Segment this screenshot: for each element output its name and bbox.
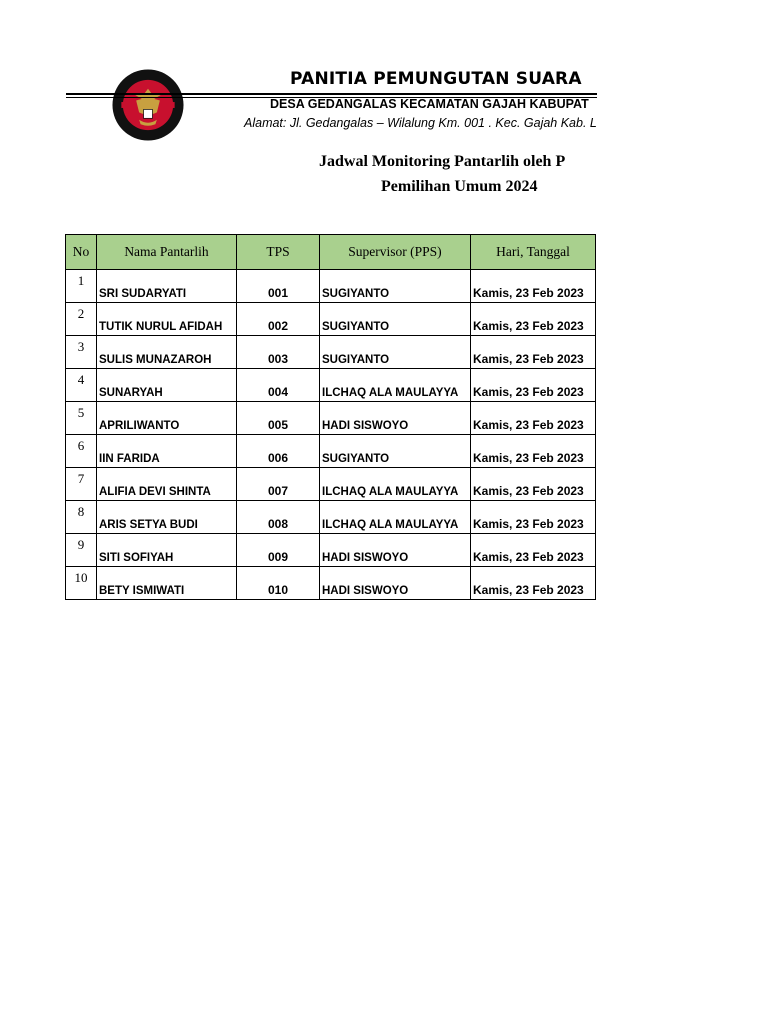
column-header-name: Nama Pantarlih <box>97 235 237 270</box>
cell-name: ALIFIA DEVI SHINTA <box>97 468 237 501</box>
document-subtitle: Pemilihan Umum 2024 <box>381 178 538 195</box>
cell-supervisor: HADI SISWOYO <box>320 567 471 600</box>
cell-name: BETY ISMIWATI <box>97 567 237 600</box>
cell-no: 5 <box>66 402 97 435</box>
kpu-logo <box>111 68 185 142</box>
cell-no: 1 <box>66 270 97 303</box>
cell-name: APRILIWANTO <box>97 402 237 435</box>
cell-tps: 007 <box>237 468 320 501</box>
table-row <box>66 567 596 600</box>
cell-no: 3 <box>66 336 97 369</box>
header-rule <box>66 93 597 95</box>
cell-no: 6 <box>66 435 97 468</box>
cell-name: SUNARYAH <box>97 369 237 402</box>
cell-no: 10 <box>66 567 97 600</box>
column-header-supervisor: Supervisor (PPS) <box>320 235 471 270</box>
org-address: Alamat: Jl. Gedangalas – Wilalung Km. 001 . Kec. Gajah Kab. L <box>244 116 597 130</box>
cell-no: 9 <box>66 534 97 567</box>
cell-tps: 009 <box>237 534 320 567</box>
schedule-table <box>65 234 596 600</box>
cell-date: Kamis, 23 Feb 2023 <box>471 435 596 468</box>
cell-tps: 005 <box>237 402 320 435</box>
table-row <box>66 468 596 501</box>
table-row <box>66 369 596 402</box>
cell-date: Kamis, 23 Feb 2023 <box>471 336 596 369</box>
table-row <box>66 402 596 435</box>
cell-supervisor: ILCHAQ ALA MAULAYYA <box>320 501 471 534</box>
cell-date: Kamis, 23 Feb 2023 <box>471 270 596 303</box>
cell-supervisor: HADI SISWOYO <box>320 534 471 567</box>
cell-name: SITI SOFIYAH <box>97 534 237 567</box>
column-header-tps: TPS <box>237 235 320 270</box>
cell-tps: 006 <box>237 435 320 468</box>
cell-date: Kamis, 23 Feb 2023 <box>471 468 596 501</box>
cell-date: Kamis, 23 Feb 2023 <box>471 402 596 435</box>
org-title: PANITIA PEMUNGUTAN SUARA <box>290 69 582 89</box>
cell-tps: 004 <box>237 369 320 402</box>
cell-supervisor: SUGIYANTO <box>320 303 471 336</box>
table-row <box>66 534 596 567</box>
cell-no: 7 <box>66 468 97 501</box>
org-subtitle: DESA GEDANGALAS KECAMATAN GAJAH KABUPAT <box>270 97 589 111</box>
column-header-no: No <box>66 235 97 270</box>
table-row <box>66 336 596 369</box>
table-row <box>66 501 596 534</box>
cell-name: SULIS MUNAZAROH <box>97 336 237 369</box>
table-header-row <box>66 235 596 270</box>
cell-tps: 001 <box>237 270 320 303</box>
cell-date: Kamis, 23 Feb 2023 <box>471 567 596 600</box>
cell-tps: 003 <box>237 336 320 369</box>
cell-tps: 002 <box>237 303 320 336</box>
cell-tps: 008 <box>237 501 320 534</box>
cell-supervisor: SUGIYANTO <box>320 336 471 369</box>
cell-no: 2 <box>66 303 97 336</box>
cell-tps: 010 <box>237 567 320 600</box>
cell-supervisor: SUGIYANTO <box>320 435 471 468</box>
column-header-date: Hari, Tanggal <box>471 235 596 270</box>
cell-date: Kamis, 23 Feb 2023 <box>471 534 596 567</box>
cell-name: TUTIK NURUL AFIDAH <box>97 303 237 336</box>
cell-name: ARIS SETYA BUDI <box>97 501 237 534</box>
cell-date: Kamis, 23 Feb 2023 <box>471 501 596 534</box>
table-row <box>66 303 596 336</box>
cell-supervisor: ILCHAQ ALA MAULAYYA <box>320 468 471 501</box>
cell-date: Kamis, 23 Feb 2023 <box>471 303 596 336</box>
cell-name: SRI SUDARYATI <box>97 270 237 303</box>
cell-supervisor: SUGIYANTO <box>320 270 471 303</box>
cell-supervisor: HADI SISWOYO <box>320 402 471 435</box>
cell-supervisor: ILCHAQ ALA MAULAYYA <box>320 369 471 402</box>
table-row <box>66 435 596 468</box>
cell-no: 4 <box>66 369 97 402</box>
document-title: Jadwal Monitoring Pantarlih oleh P <box>319 153 566 170</box>
table-row <box>66 270 596 303</box>
cell-no: 8 <box>66 501 97 534</box>
cell-date: Kamis, 23 Feb 2023 <box>471 369 596 402</box>
cell-name: IIN FARIDA <box>97 435 237 468</box>
